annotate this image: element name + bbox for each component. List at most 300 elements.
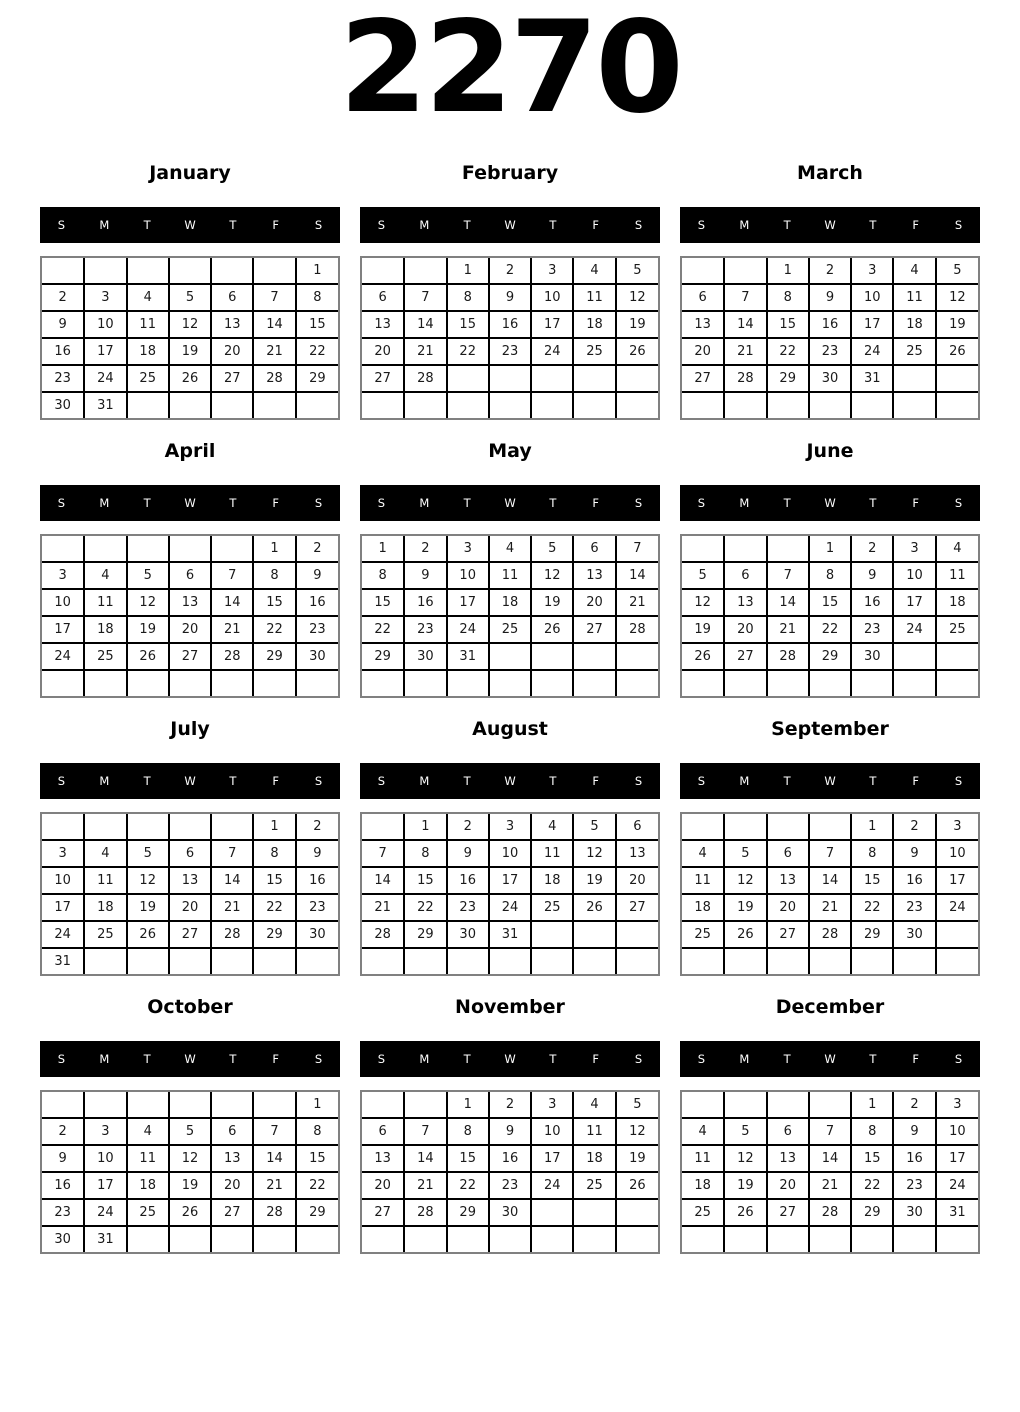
weekday-header [40,1041,340,1077]
day-cell: 20 [767,1172,809,1199]
empty-day-cell [531,948,573,974]
day-cell: 21 [211,616,253,643]
week-row [362,589,658,616]
empty-day-cell [893,1226,935,1252]
day-cell: 26 [724,921,766,948]
day-cell: 13 [573,562,615,589]
weekday-label: S [314,218,323,232]
day-cell: 23 [42,1199,84,1226]
day-cell: 9 [893,1118,935,1145]
empty-day-cell [893,392,935,418]
day-cell: 24 [893,616,935,643]
week-row [362,1092,658,1118]
day-cell: 3 [936,1092,978,1118]
day-cell: 16 [42,1172,84,1199]
weekday-label: T [783,218,791,232]
day-cell: 28 [809,1199,851,1226]
day-cell: 6 [682,284,724,311]
day-cell: 22 [447,1172,489,1199]
weekday-label: S [954,774,963,788]
weekday-label: S [954,218,963,232]
day-cell: 31 [84,392,126,418]
day-cell: 9 [851,562,893,589]
day-cell: 16 [893,1145,935,1172]
day-cell: 19 [169,338,211,365]
week-row [682,814,978,840]
month-grid [40,534,340,698]
weekday-label: S [697,1052,706,1066]
month-grid [680,256,980,420]
day-cell: 29 [362,643,404,670]
week-row [682,867,978,894]
weekday-label: F [272,1052,280,1066]
day-cell: 14 [362,867,404,894]
day-cell: 18 [573,1145,615,1172]
day-cell: 15 [253,589,295,616]
weekday-label: W [824,1052,836,1066]
empty-day-cell [42,670,84,696]
empty-day-cell [616,365,658,392]
empty-day-cell [404,392,446,418]
day-cell: 23 [296,616,338,643]
empty-day-cell [893,365,935,392]
empty-day-cell [447,948,489,974]
day-cell: 27 [616,894,658,921]
day-cell: 16 [489,311,531,338]
weekday-label: T [869,218,877,232]
empty-day-cell [936,643,978,670]
day-cell: 28 [211,643,253,670]
empty-day-cell [447,365,489,392]
day-cell: 22 [404,894,446,921]
day-cell: 2 [296,814,338,840]
day-cell: 23 [893,1172,935,1199]
day-cell: 17 [936,1145,978,1172]
day-cell: 24 [489,894,531,921]
week-row [362,1199,658,1226]
day-cell: 6 [573,536,615,562]
weekday-header [680,207,980,243]
day-cell: 2 [893,814,935,840]
day-cell: 8 [296,284,338,311]
empty-day-cell [616,1199,658,1226]
weekday-label: T [143,774,151,788]
day-cell: 1 [809,536,851,562]
empty-day-cell [42,814,84,840]
weekday-label: S [634,218,643,232]
day-cell: 21 [211,894,253,921]
empty-day-cell [489,670,531,696]
week-row [682,670,978,696]
day-cell: 12 [724,1145,766,1172]
weekday-header [360,207,660,243]
weekday-label: W [504,1052,516,1066]
week-row [682,284,978,311]
weekday-label: W [184,1052,196,1066]
day-cell: 18 [573,311,615,338]
week-row [682,616,978,643]
day-cell: 8 [447,1118,489,1145]
day-cell: 19 [936,311,978,338]
week-row [682,338,978,365]
day-cell: 23 [851,616,893,643]
weekday-label: T [229,218,237,232]
empty-day-cell [616,1226,658,1252]
day-cell: 8 [404,840,446,867]
day-cell: 17 [84,1172,126,1199]
week-row [42,1172,338,1199]
day-cell: 30 [42,1226,84,1252]
month-title: March [797,162,863,184]
month-title: September [771,718,889,740]
day-cell: 7 [362,840,404,867]
day-cell: 18 [489,589,531,616]
week-row [362,1118,658,1145]
empty-day-cell [573,1226,615,1252]
day-cell: 2 [42,284,84,311]
day-cell: 21 [767,616,809,643]
day-cell: 2 [447,814,489,840]
weekday-label: M [739,496,750,510]
day-cell: 15 [851,867,893,894]
month-september [680,716,980,976]
day-cell: 21 [404,338,446,365]
day-cell: 9 [447,840,489,867]
weekday-header [40,763,340,799]
week-row [42,562,338,589]
week-row [682,643,978,670]
empty-day-cell [362,814,404,840]
day-cell: 29 [447,1199,489,1226]
empty-day-cell [42,536,84,562]
day-cell: 16 [296,867,338,894]
empty-day-cell [616,948,658,974]
day-cell: 26 [616,1172,658,1199]
day-cell: 5 [127,562,169,589]
day-cell: 3 [531,1092,573,1118]
day-cell: 5 [169,284,211,311]
month-grid [360,256,660,420]
day-cell: 13 [724,589,766,616]
day-cell: 20 [682,338,724,365]
weekday-label: T [463,774,471,788]
day-cell: 15 [362,589,404,616]
day-cell: 6 [211,1118,253,1145]
day-cell: 18 [531,867,573,894]
weekday-label: S [634,774,643,788]
week-row [682,1118,978,1145]
day-cell: 19 [169,1172,211,1199]
day-cell: 14 [253,1145,295,1172]
day-cell: 18 [84,894,126,921]
day-cell: 17 [84,338,126,365]
month-title: January [149,162,231,184]
empty-day-cell [809,1226,851,1252]
empty-day-cell [253,1226,295,1252]
day-cell: 10 [42,589,84,616]
empty-day-cell [682,1092,724,1118]
empty-day-cell [127,1092,169,1118]
day-cell: 28 [211,921,253,948]
weekday-label: W [184,218,196,232]
day-cell: 15 [809,589,851,616]
day-cell: 3 [447,536,489,562]
month-january [40,160,340,420]
week-row [362,338,658,365]
month-grid [40,812,340,976]
empty-day-cell [531,643,573,670]
day-cell: 8 [851,1118,893,1145]
day-cell: 26 [936,338,978,365]
day-cell: 29 [851,1199,893,1226]
day-cell: 4 [893,258,935,284]
day-cell: 9 [489,284,531,311]
weekday-label: F [912,496,920,510]
day-cell: 5 [169,1118,211,1145]
day-cell: 18 [127,1172,169,1199]
day-cell: 12 [724,867,766,894]
empty-day-cell [809,814,851,840]
weekday-header [360,485,660,521]
day-cell: 13 [169,867,211,894]
day-cell: 28 [404,365,446,392]
empty-day-cell [767,1226,809,1252]
day-cell: 10 [851,284,893,311]
empty-day-cell [296,392,338,418]
week-row [362,894,658,921]
day-cell: 14 [767,589,809,616]
empty-day-cell [936,392,978,418]
day-cell: 29 [296,365,338,392]
day-cell: 6 [169,840,211,867]
empty-day-cell [211,1092,253,1118]
empty-day-cell [616,392,658,418]
day-cell: 28 [253,1199,295,1226]
day-cell: 17 [893,589,935,616]
day-cell: 20 [362,338,404,365]
week-row [362,392,658,418]
empty-day-cell [169,1226,211,1252]
day-cell: 21 [809,1172,851,1199]
weekday-label: M [739,774,750,788]
week-row [42,338,338,365]
day-cell: 24 [447,616,489,643]
day-cell: 6 [211,284,253,311]
month-april [40,438,340,698]
day-cell: 10 [84,311,126,338]
weekday-label: T [549,218,557,232]
empty-day-cell [531,1226,573,1252]
day-cell: 1 [253,814,295,840]
weekday-label: S [634,1052,643,1066]
day-cell: 19 [616,1145,658,1172]
day-cell: 18 [127,338,169,365]
empty-day-cell [362,948,404,974]
weekday-label: S [377,774,386,788]
weekday-label: W [184,496,196,510]
day-cell: 31 [84,1226,126,1252]
month-title: February [461,162,559,184]
day-cell: 22 [296,1172,338,1199]
day-cell: 12 [936,284,978,311]
day-cell: 26 [169,1199,211,1226]
day-cell: 3 [851,258,893,284]
day-cell: 3 [84,284,126,311]
day-cell: 13 [169,589,211,616]
day-cell: 17 [42,616,84,643]
day-cell: 1 [851,814,893,840]
day-cell: 6 [169,562,211,589]
empty-day-cell [253,670,295,696]
empty-day-cell [447,670,489,696]
day-cell: 26 [127,643,169,670]
day-cell: 1 [447,1092,489,1118]
weekday-header [40,485,340,521]
day-cell: 10 [42,867,84,894]
weekday-label: F [272,774,280,788]
day-cell: 7 [809,840,851,867]
day-cell: 7 [809,1118,851,1145]
empty-day-cell [682,948,724,974]
week-row [362,536,658,562]
day-cell: 11 [893,284,935,311]
day-cell: 25 [531,894,573,921]
day-cell: 5 [936,258,978,284]
day-cell: 24 [936,894,978,921]
day-cell: 12 [531,562,573,589]
empty-day-cell [724,1092,766,1118]
empty-day-cell [573,365,615,392]
day-cell: 7 [767,562,809,589]
month-title: July [170,718,210,740]
month-title: October [147,996,233,1018]
empty-day-cell [127,536,169,562]
weekday-label: M [99,1052,110,1066]
week-row [682,948,978,974]
empty-day-cell [767,814,809,840]
day-cell: 22 [809,616,851,643]
day-cell: 18 [84,616,126,643]
day-cell: 16 [809,311,851,338]
day-cell: 21 [253,1172,295,1199]
day-cell: 22 [362,616,404,643]
weekday-label: M [419,774,430,788]
empty-day-cell [253,1092,295,1118]
day-cell: 17 [531,1145,573,1172]
day-cell: 30 [296,921,338,948]
day-cell: 9 [296,840,338,867]
day-cell: 4 [682,1118,724,1145]
month-may [360,438,660,698]
day-cell: 3 [42,562,84,589]
weekday-label: T [143,1052,151,1066]
day-cell: 2 [296,536,338,562]
empty-day-cell [362,392,404,418]
day-cell: 11 [84,867,126,894]
empty-day-cell [84,1092,126,1118]
weekday-label: S [314,774,323,788]
day-cell: 7 [211,840,253,867]
weekday-label: S [954,1052,963,1066]
empty-day-cell [724,670,766,696]
day-cell: 11 [936,562,978,589]
weekday-label: T [783,774,791,788]
day-cell: 12 [616,284,658,311]
empty-day-cell [127,948,169,974]
week-row [362,840,658,867]
weekday-label: S [954,496,963,510]
weekday-label: M [99,218,110,232]
empty-day-cell [851,392,893,418]
weekday-header [360,1041,660,1077]
empty-day-cell [893,643,935,670]
day-cell: 15 [767,311,809,338]
day-cell: 21 [362,894,404,921]
day-cell: 17 [42,894,84,921]
empty-day-cell [253,948,295,974]
day-cell: 17 [489,867,531,894]
empty-day-cell [362,670,404,696]
empty-day-cell [851,670,893,696]
empty-day-cell [253,258,295,284]
week-row [682,536,978,562]
empty-day-cell [724,258,766,284]
day-cell: 4 [489,536,531,562]
day-cell: 11 [127,1145,169,1172]
day-cell: 20 [362,1172,404,1199]
day-cell: 4 [573,1092,615,1118]
weekday-label: T [143,496,151,510]
day-cell: 11 [489,562,531,589]
empty-day-cell [531,365,573,392]
weekday-label: T [783,496,791,510]
empty-day-cell [489,365,531,392]
weekday-label: M [419,1052,430,1066]
week-row [362,948,658,974]
empty-day-cell [851,1226,893,1252]
empty-day-cell [489,392,531,418]
day-cell: 6 [362,284,404,311]
day-cell: 27 [362,1199,404,1226]
empty-day-cell [169,536,211,562]
weekday-label: T [549,1052,557,1066]
empty-day-cell [893,670,935,696]
day-cell: 15 [851,1145,893,1172]
day-cell: 11 [84,589,126,616]
empty-day-cell [362,1226,404,1252]
week-row [42,840,338,867]
day-cell: 28 [404,1199,446,1226]
weekday-label: F [272,496,280,510]
empty-day-cell [404,1226,446,1252]
week-row [682,1092,978,1118]
weekday-label: M [739,1052,750,1066]
empty-day-cell [489,643,531,670]
weekday-label: F [272,218,280,232]
day-cell: 13 [211,311,253,338]
day-cell: 23 [42,365,84,392]
day-cell: 20 [724,616,766,643]
day-cell: 14 [724,311,766,338]
day-cell: 21 [404,1172,446,1199]
weekday-label: W [504,774,516,788]
day-cell: 30 [893,1199,935,1226]
day-cell: 22 [851,1172,893,1199]
day-cell: 24 [84,1199,126,1226]
day-cell: 7 [253,1118,295,1145]
day-cell: 11 [573,284,615,311]
day-cell: 28 [724,365,766,392]
